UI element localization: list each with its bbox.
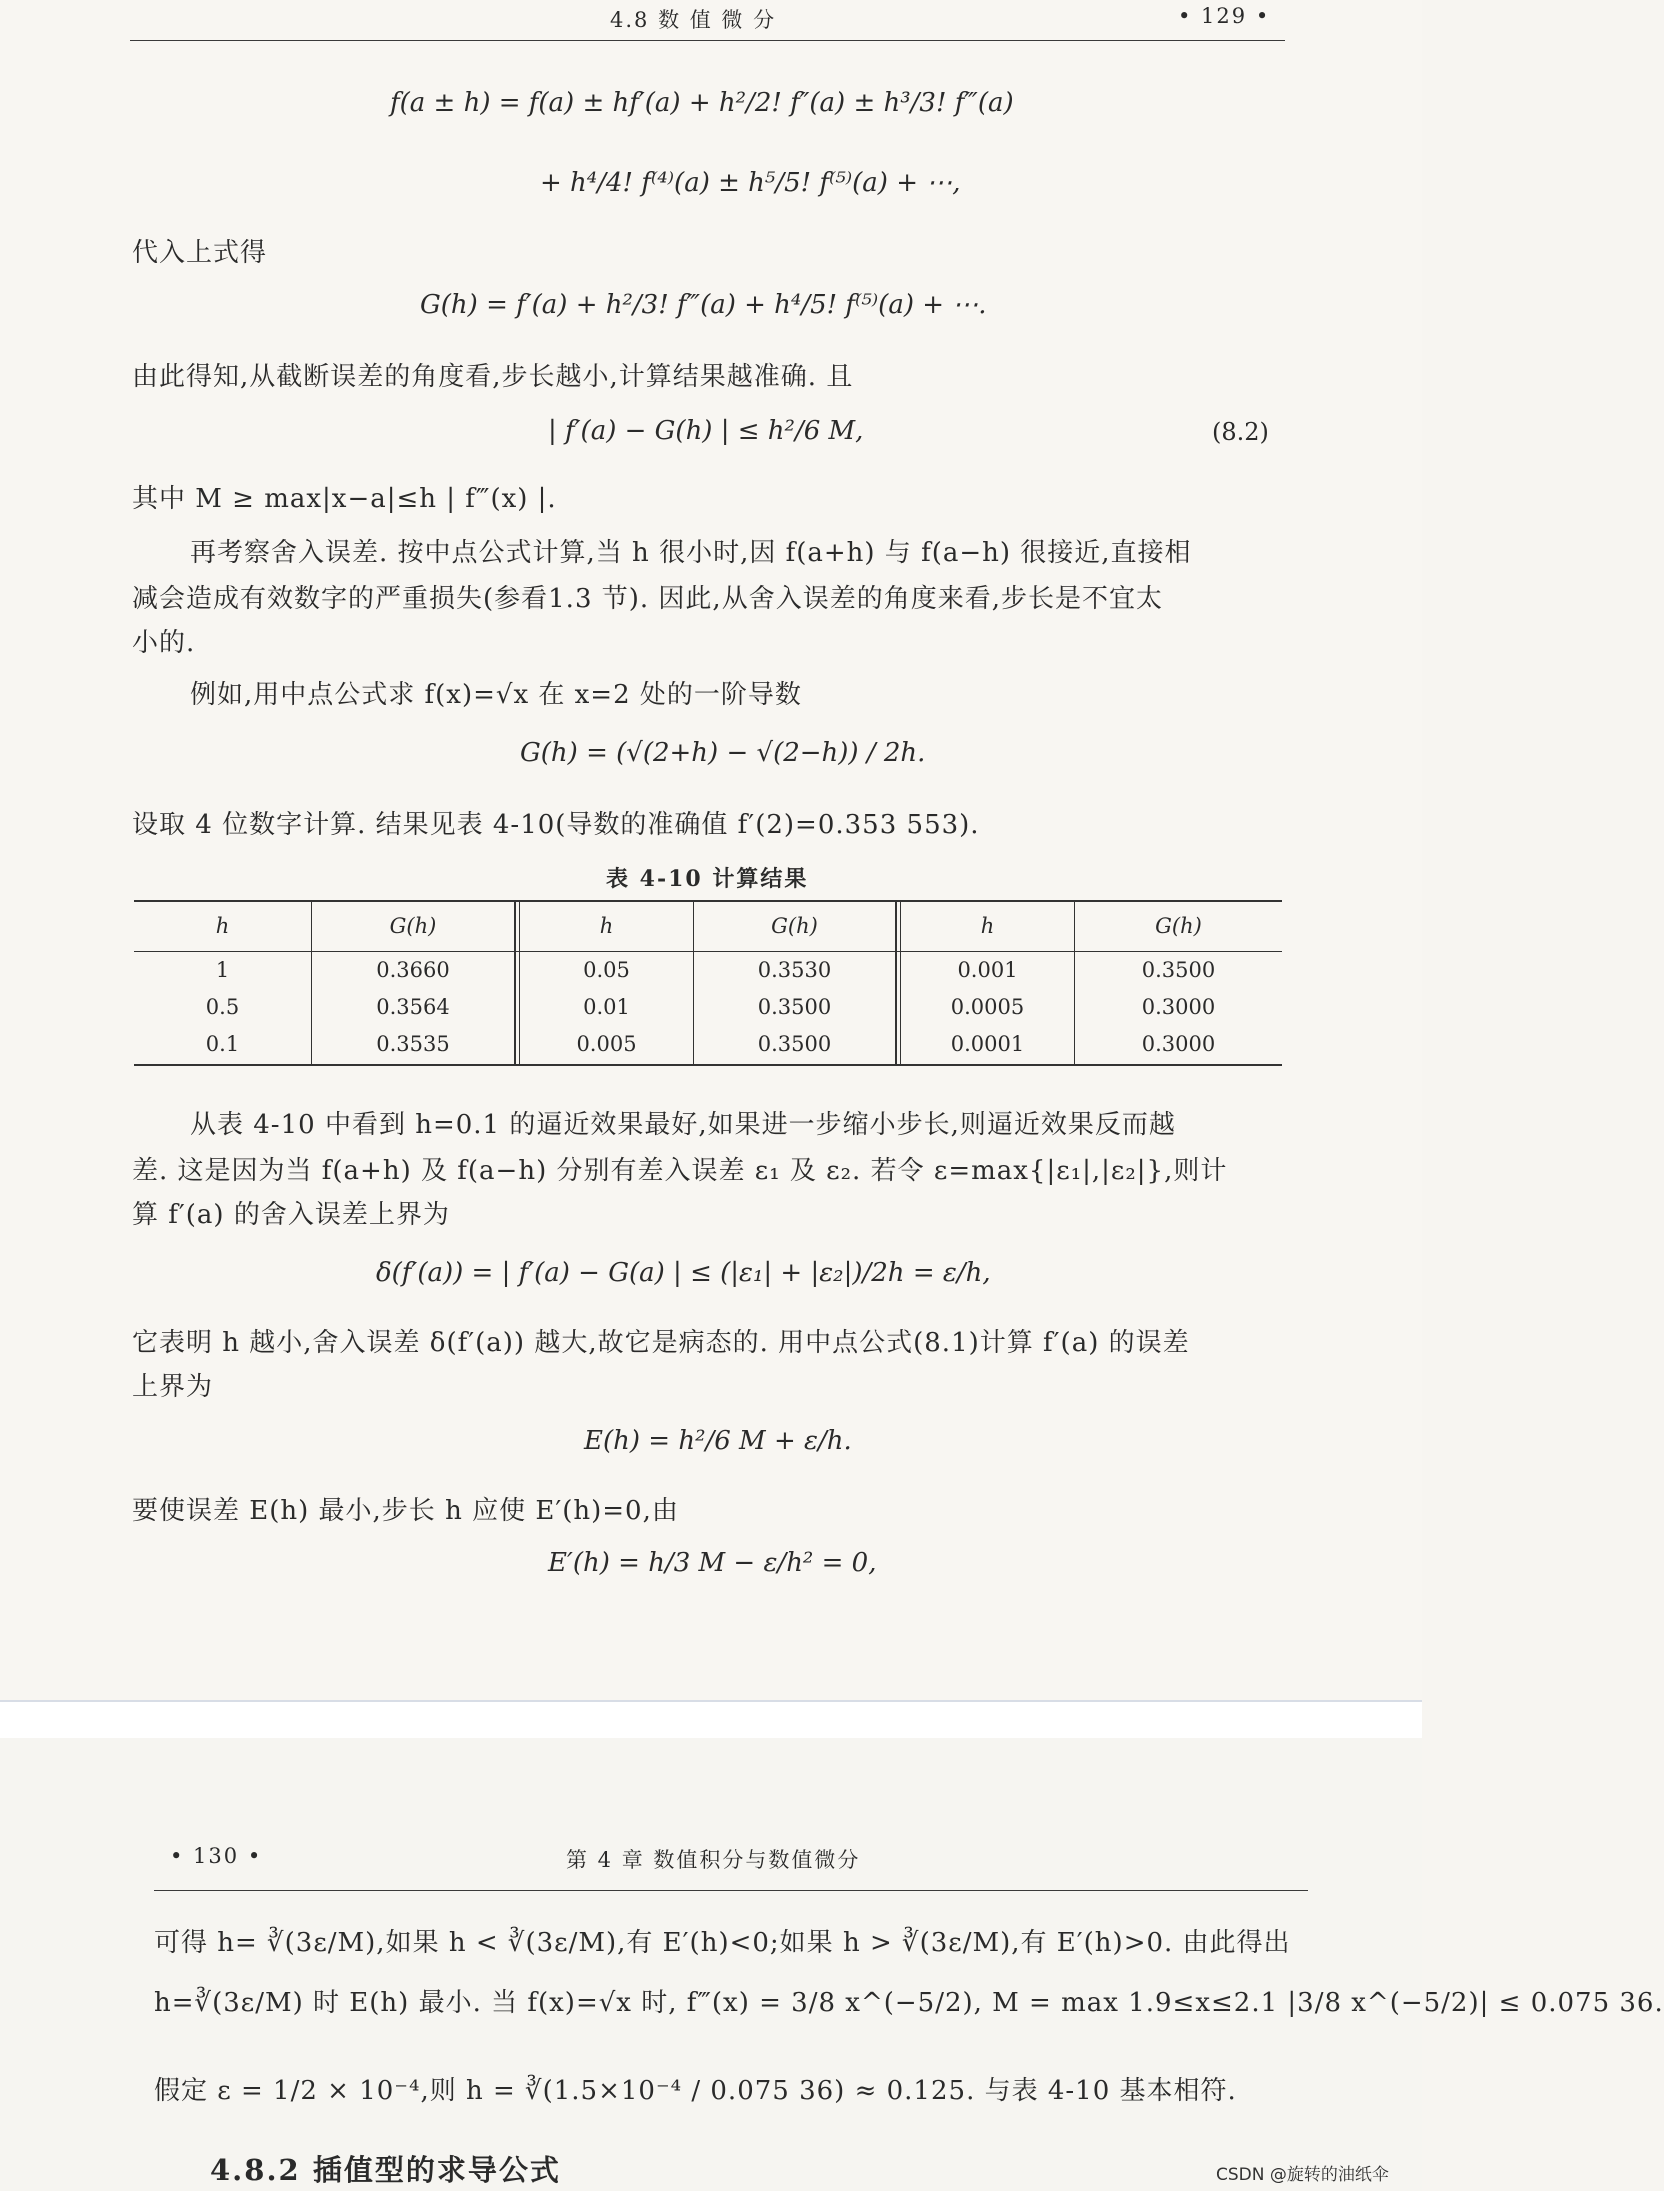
paragraph-rounding-line1: 再考察舍入误差. 按中点公式计算,当 h 很小时,因 f(a+h) 与 f(a−h) 很接近,直接相 [190,538,1192,568]
equation-E-prime: E′(h) = h/3 M − ε/h² = 0, [548,1548,877,1578]
equation-taylor-line1: f(a ± h) = f(a) ± hf′(a) + h²/2! f″(a) ± h³/3! f‴(a) [390,88,1014,118]
paragraph-line3: 假定 ε = 1/2 × 10⁻⁴,则 h = ∛(1.5×10⁻⁴ / 0.075 36) ≈ 0.125. 与表 4-10 基本相符. [154,2076,1237,2106]
table-cell: 0.005 [576,1032,637,1056]
table-cell: 0.5 [205,995,240,1019]
table-header-cell: h [599,914,614,938]
table-cell: 1 [215,958,230,982]
paragraph-ill-conditioned-line2: 上界为 [132,1372,214,1402]
running-header-chapter: 第 4 章 数值积分与数值微分 [566,1848,861,1872]
paragraph-rounding-line3: 小的. [132,628,196,658]
running-header-section: 4.8 数 值 微 分 [610,8,777,32]
paragraph-after-table-line3: 算 f′(a) 的舍入误差上界为 [132,1200,450,1230]
paragraph-where-M: 其中 M ≥ max|x−a|≤h | f‴(x) |. [132,484,557,514]
table-header-cell: G(h) [1155,914,1202,938]
table-header-cell: h [215,914,230,938]
equation-bound: | f′(a) − G(h) | ≤ h²/6 M, [548,416,864,446]
table-bottom-rule [134,1064,1282,1066]
table-cell: 0.3500 [757,995,832,1019]
table-cell: 0.01 [583,995,630,1019]
table-vline-double-a [514,900,516,1064]
page-separator [0,1700,1422,1742]
table-cell: 0.3530 [757,958,832,982]
table-cell: 0.3500 [1141,958,1216,982]
header-rule [130,40,1285,41]
paragraph-line1: 可得 h= ∛(3ε/M),如果 h < ∛(3ε/M),有 E′(h)<0;如果 h > ∛(3ε/M),有 E′(h)>0. 由此得出 [154,1928,1291,1958]
section-heading: 4.8.2 插值型的求导公式 [210,2153,561,2187]
equation-E: E(h) = h²/6 M + ε/h. [584,1426,852,1456]
table-cell: 0.3000 [1141,995,1216,1019]
paragraph-truncation: 由此得知,从截断误差的角度看,步长越小,计算结果越准确. 且 [132,362,854,392]
page-number: • 130 • [170,1844,263,1868]
paragraph-minimize: 要使误差 E(h) 最小,步长 h 应使 E′(h)=0,由 [132,1496,679,1526]
paragraph-example: 例如,用中点公式求 f(x)=√x 在 x=2 处的一阶导数 [190,680,802,710]
paragraph-rounding-line2: 减会造成有效数字的严重损失(参看1.3 节). 因此,从舍入误差的角度来看,步长是不宜太 [132,584,1163,614]
paragraph-after-table-line1: 从表 4-10 中看到 h=0.1 的逼近效果最好,如果进一步缩小步长,则逼近效果反而越 [190,1110,1176,1140]
equation-example-G: G(h) = (√(2+h) − √(2−h)) / 2h. [520,738,926,768]
table-cell: 0.1 [205,1032,240,1056]
equation-number: (8.2) [1212,418,1269,446]
table-header-rule [134,951,1282,952]
page-130 [0,1738,1664,2191]
table-header-cell: h [980,914,995,938]
table-cell: 0.3535 [376,1032,450,1056]
table-cell: 0.3000 [1141,1032,1216,1056]
equation-G: G(h) = f′(a) + h²/3! f‴(a) + h⁴/5! f⁽⁵⁾(a) + ⋯. [420,290,987,320]
table-vline-double-a [895,900,897,1064]
paragraph-substitute: 代入上式得 [132,238,268,268]
paragraph-ill-conditioned-line1: 它表明 h 越小,舍入误差 δ(f′(a)) 越大,故它是病态的. 用中点公式(8.1)计算 f′(a) 的误差 [132,1328,1190,1358]
paragraph-after-table-line2: 差. 这是因为当 f(a+h) 及 f(a−h) 分别有差入误差 ε₁ 及 ε₂. 若令 ε=max{|ε₁|,|ε₂|},则计 [132,1156,1228,1186]
watermark: CSDN @旋转的油纸伞 [1216,2165,1389,2185]
table-cell: 0.3500 [757,1032,832,1056]
table-cell: 0.05 [583,958,630,982]
table-cell: 0.0005 [950,995,1025,1019]
table-cell: 0.0001 [950,1032,1025,1056]
table-cell: 0.3660 [376,958,450,982]
table-cell: 0.001 [957,958,1018,982]
table-top-rule [134,900,1282,902]
table-header-cell: G(h) [389,914,437,938]
equation-taylor-line2: + h⁴/4! f⁽⁴⁾(a) ± h⁵/5! f⁽⁵⁾(a) + ⋯, [540,168,961,198]
table-header-cell: G(h) [771,914,818,938]
page-number: • 129 • [1178,4,1271,28]
paragraph-four-digits: 设取 4 位数字计算. 结果见表 4-10(导数的准确值 f′(2)=0.353 553). [132,810,980,840]
header-rule [154,1890,1308,1891]
paragraph-line2: h=∛(3ε/M) 时 E(h) 最小. 当 f(x)=√x 时, f‴(x) = 3/8 x^(−5/2), M = max 1.9≤x≤2.1 |3/8 x^(−5/2)| ≤ 0.075 36. [154,1988,1664,2018]
equation-delta: δ(f′(a)) = | f′(a) − G(a) | ≤ (|ε₁| + |ε₂|)/2h = ε/h, [376,1258,991,1288]
table-caption: 表 4-10 计算结果 [606,866,809,892]
table-cell: 0.3564 [376,995,450,1019]
